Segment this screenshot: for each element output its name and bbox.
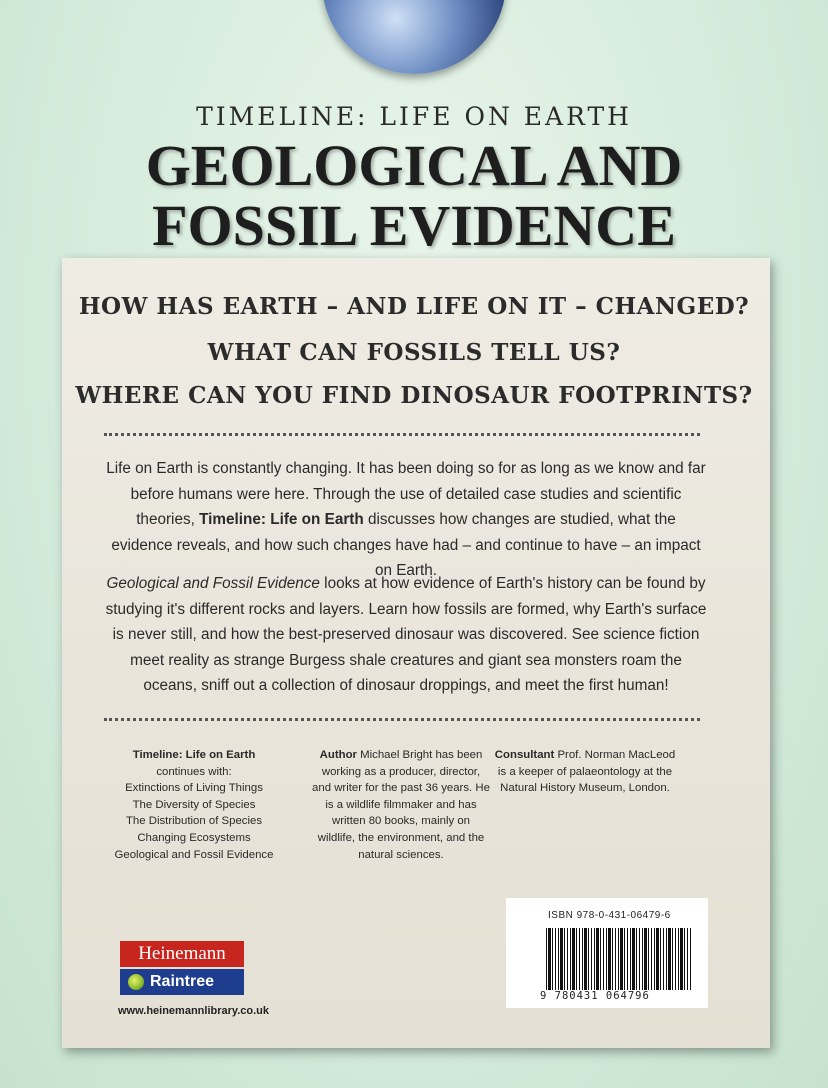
series-list-intro: continues with:: [156, 765, 232, 778]
question-3: WHERE CAN YOU FIND DINOSAUR FOOTPRINTS?: [75, 382, 753, 409]
dotted-divider-bottom: [104, 718, 700, 721]
consultant-bio: Prof. Norman MacLeod is a keeper of palaeontology at the Natural History Museum, London.: [497, 749, 676, 795]
question-1: HOW HAS EARTH – AND LIFE ON IT – CHANGED?: [78, 293, 750, 320]
consultant-column: [490, 747, 680, 797]
intro-text-end: discusses how changes are studied, what the evidence reveals, and how such changes have had – and continue to have – an impact on Earth.: [111, 511, 701, 579]
barcode-digits: 9 780431 064796: [540, 990, 698, 1002]
book-title: [0, 133, 828, 258]
raintree-logo: [120, 969, 244, 995]
dotted-divider-top: [104, 433, 700, 436]
book-name-italic: Geological and Fossil Evidence: [106, 575, 320, 592]
author-column: [312, 747, 490, 863]
series-list-heading: Timeline: Life on Earth: [132, 749, 256, 761]
author-bio: Michael Bright has been working as a producer, director, and writer for the past 36 years. He is a wildlife filmmaker and has written 80 books, mainly on wildlife, the environment, and the natural sciences.: [312, 749, 490, 861]
intro-paragraph: [104, 456, 708, 584]
description-paragraph: [104, 571, 708, 699]
intro-text-start: Life on Earth is constantly changing. It has been doing so for as long as we know and far before humans were here. Through the use of detailed case studies and scientific theories,: [106, 460, 706, 528]
raintree-label: Raintree: [150, 973, 215, 990]
consultant-label: Consultant: [494, 749, 555, 761]
author-label: Author: [319, 749, 357, 761]
publisher-website: www.heinemannlibrary.co.uk: [118, 1005, 269, 1017]
description-text: looks at how evidence of Earth's history can be found by studying it's different rocks and layers. Learn how fossils are formed, why Earth's surface is never still, and how the best-preserved dinosaur was discovered. See science fiction meet reality as strange Burgess shale creatures and giant sea monsters roam the oceans, sniff out a collection of dinosaur droppings, and meet the first human!: [105, 575, 707, 694]
series-list-item: The Distribution of Species: [125, 815, 263, 828]
heinemann-logo: Heinemann: [120, 941, 244, 967]
series-title: TIMELINE: LIFE ON EARTH: [196, 102, 632, 131]
globe-image: [322, 0, 506, 74]
isbn-label: ISBN 978-0-431-06479-6: [548, 910, 671, 921]
question-2: WHAT CAN FOSSILS TELL US?: [207, 339, 621, 366]
series-list-item: Extinctions of Living Things: [125, 782, 263, 795]
title-line-2: FOSSIL EVIDENCE: [152, 193, 676, 258]
series-list-item: Changing Ecosystems: [137, 831, 251, 844]
series-list-item: The Diversity of Species: [132, 798, 256, 811]
barcode-image: [546, 928, 692, 990]
series-list-item: Geological and Fossil Evidence: [114, 848, 274, 861]
series-name-bold: Timeline: Life on Earth: [199, 511, 364, 528]
series-list-column: [108, 747, 280, 863]
raintree-ball-icon: [128, 974, 144, 990]
title-line-1: GEOLOGICAL AND: [145, 133, 683, 198]
